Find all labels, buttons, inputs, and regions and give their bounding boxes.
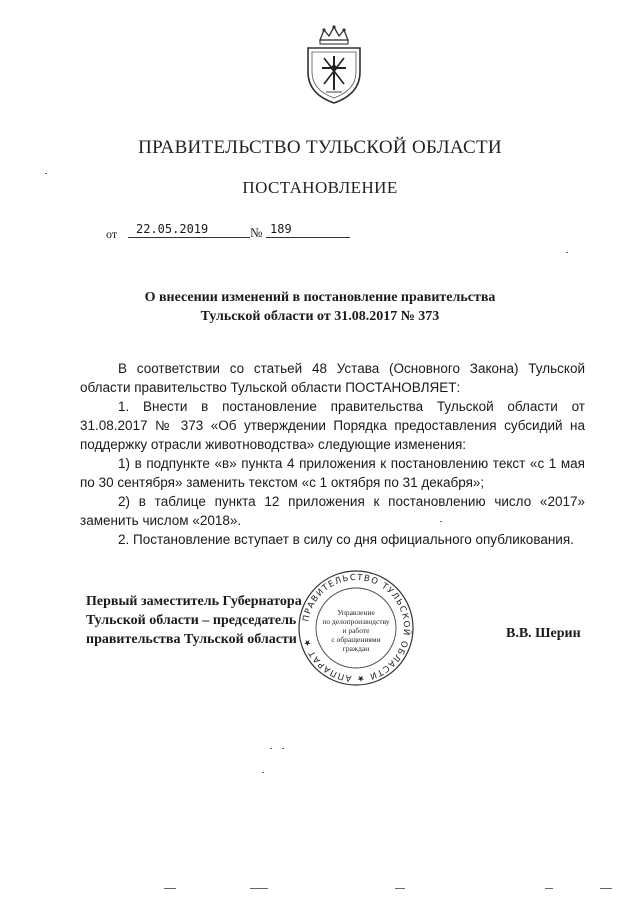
scan-speck bbox=[566, 252, 568, 253]
document-number: 189 bbox=[266, 222, 350, 238]
stamp-text-line: с обращениями bbox=[331, 635, 381, 644]
document-date: 22.05.2019 bbox=[128, 222, 250, 238]
signer-position bbox=[86, 592, 302, 649]
number-label: № bbox=[250, 225, 263, 240]
document-type: ПОСТАНОВЛЕНИЕ bbox=[242, 178, 398, 197]
scan-speck bbox=[250, 888, 268, 889]
coat-of-arms-emblem bbox=[298, 22, 370, 106]
scan-speck bbox=[440, 521, 442, 522]
date-prefix: от bbox=[106, 227, 118, 241]
official-stamp bbox=[296, 568, 416, 688]
scan-speck bbox=[545, 888, 553, 889]
signer-line-3: правительства Тульской области bbox=[86, 632, 297, 647]
stamp-center-text bbox=[320, 608, 392, 653]
subject-line-1: О внесении изменений в постановление правительства bbox=[144, 290, 496, 305]
body-paragraph: 1) в подпункте «в» пункта 4 приложения к постановлению текст «с 1 мая по 30 сентября» заменить текстом «с 1 октября по 31 декабря»; bbox=[80, 456, 585, 490]
body-paragraph: 2) в таблице пункта 12 приложения к постановлению число «2017» заменить числом «2018». bbox=[80, 494, 585, 528]
document-body bbox=[80, 359, 585, 549]
body-paragraph: 2. Постановление вступает в силу со дня официального опубликования. bbox=[118, 532, 574, 547]
stamp-text-line: Управление bbox=[337, 608, 375, 617]
document-subject bbox=[0, 288, 640, 326]
subject-line-2: Тульской области от 31.08.2017 № 373 bbox=[200, 309, 440, 324]
stamp-text-line: граждан bbox=[342, 644, 370, 653]
registration-line bbox=[106, 222, 366, 244]
scan-speck bbox=[600, 888, 612, 889]
government-title: ПРАВИТЕЛЬСТВО ТУЛЬСКОЙ ОБЛАСТИ bbox=[138, 137, 502, 158]
signer-line-2: Тульской области – председатель bbox=[86, 613, 297, 628]
stamp-ring-text: ПРАВИТЕЛЬСТВО ТУЛЬСКОЙ ОБЛАСТИ ★ АППАРАТ ★ bbox=[301, 572, 412, 684]
scan-speck bbox=[164, 888, 176, 889]
body-paragraph: В соответствии со статьей 48 Устава (Основного Закона) Тульской области правительство Тульской области ПОСТАНОВЛЯЕТ: bbox=[80, 361, 585, 395]
scan-speck bbox=[270, 748, 272, 749]
signer-line-1: Первый заместитель Губернатора bbox=[86, 594, 302, 609]
scan-speck bbox=[282, 748, 284, 749]
scan-speck bbox=[45, 173, 47, 174]
scan-speck bbox=[395, 888, 405, 889]
stamp-text-line: и работе bbox=[342, 626, 370, 635]
stamp-text-line: по делопроизводству bbox=[322, 617, 390, 626]
scan-speck bbox=[262, 772, 264, 773]
body-paragraph: 1. Внести в постановление правительства Тульской области от 31.08.2017 № 373 «Об утверждении Порядка предоставления субсидий на поддержку отрасли животноводства» следующие изменения: bbox=[80, 399, 585, 452]
signer-name: В.В. Шерин bbox=[506, 626, 581, 641]
